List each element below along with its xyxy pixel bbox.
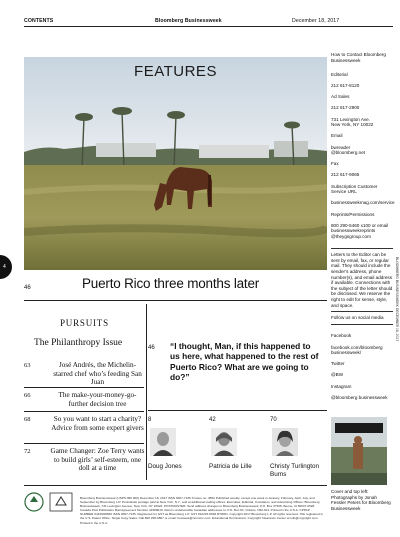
email-value[interactable]: bwreader @bloomberg.net [331,144,366,156]
portrait-icon [211,428,237,456]
lead-rule [24,300,327,301]
contact-title: How to Contact Bloomberg Businessweek [331,52,386,63]
person-page: 70 [270,417,277,423]
follow-heading: Follow us on social media [331,315,384,321]
instagram-label: Instagram [331,383,352,389]
lead-page-number: 46 [24,285,31,291]
cover-thumbnail[interactable] [331,417,387,485]
subscription-url[interactable]: businessweekmag.com/service [331,200,395,206]
hero-illustration [24,57,327,270]
person-photo[interactable] [272,428,298,456]
page-number-tab [0,255,12,279]
twitter-link[interactable]: @BW [331,372,344,378]
sidebar-divider [331,324,393,325]
people-rule [24,485,327,486]
pursuits-heading: PURSUITS [60,318,109,328]
person-page: 42 [209,417,216,423]
email-label: Email [331,133,343,139]
toc-text: José Andrés, the Michelin-starred chef who’s feeding San Juan [53,361,142,387]
fax-label: Fax [331,161,339,167]
facebook-link[interactable]: facebook.com/bloomberg businessweek/ [331,344,383,356]
cover-illustration [331,417,387,485]
instagram-link[interactable]: @bloomberg businessweek [331,394,388,400]
portrait-icon [272,428,298,456]
pull-quote[interactable]: “I thought, Man, if this happened to us here, what happened to the rest of Puerto Rico? What are we going to do?” [170,341,319,383]
column-divider [146,304,147,480]
ad-sales-phone: 212 617-2900 [331,105,360,111]
issue-theme: The Philanthropy Issue [34,338,123,348]
contact-sidebar [331,52,393,409]
person-page: 8 [148,417,152,423]
vertical-label: BLOOMBERG BUSINESSWEEK DECEMBER 18, 2017 [395,257,399,342]
person-photo[interactable] [211,428,237,456]
facebook-label: Facebook [331,333,352,339]
toc-text: Game Changer: Zoe Terry wants to build girls’ self-esteem, one doll at a time [50,447,145,473]
hero-photo[interactable] [24,57,327,270]
magazine-name: Bloomberg Businessweek [155,18,222,24]
letters-policy: Letters to the Editor can be sent by email, fax, or regular mail. They should include the sender’s address, phone number(s), and email address if available. Connections with the subject of the letter should be disclosed. We reserve the right to edit for sense, style, and space. [331,252,393,308]
toc-page: 66 [24,392,31,399]
subscription-label: Subscription Customer Service URL [331,183,378,195]
cover-caption: Cover and top left: Photographs by Jonah Fessler Peters for Bloomberg Businessweek [331,489,391,511]
editorial-label: Editorial [331,71,348,77]
reprints-value: 800 290-5460 x100 or email businessweekreprints @theygsgroup.com [331,222,389,239]
person-name: Doug Jones [148,463,182,470]
person-photo[interactable] [150,428,176,456]
portrait-icon [150,428,176,456]
vertical-text [392,257,399,460]
address: 731 Lexington Ave. New York, NY 10022 [331,116,374,128]
sidebar-divider [331,311,393,312]
toc-page: 63 [24,362,31,369]
toc-page: 72 [24,448,31,455]
publication-fine-print: Bloomberg Businessweek (USPS 080 900) December 18, 2017 ISSN 0007-7135 S Issue no. 4552 Published weekly, except one week in January, February, April, July, and September by Bloomberg L.P. Periodicals postage paid at New York, N.Y., and at additional mailing offices. Executive, Editorial, Circulation, and Advertising Offices: Bloomberg Businessweek, 731 Lexington Avenue, New York, NY 10022. POSTMASTER: Send address changes to Bloomberg Businessweek, P.O. Box 37528, Boone, IA 50037-0528. Canada Post Publication Mail Agreement Number 41989019. Return undeliverable Canadian addresses to: P.O. Box 81; Ontario, N9A 6J4. Printed in the U.S.A. CPPAP NUMBER 0414N68830 ISSN 0007-7135. Registered for GST as Bloomberg L.P. GST #12293 8038 RT0001. Copyright 2017 Bloomberg L.P. All rights reserved. Title registered in the U.S. Patent Office. Single Copy Sales: Call 800 298-9867 or email: busweek@nrmsinc.com. Educational Permissions: Copyright Clearance Center at info@copyright.com. Printed in the U.S.A. [80,496,324,525]
quote-page-number: 46 [148,345,155,351]
toc-text: The make-your-money-go-further decision tree [58,391,137,408]
toc-page: 68 [24,416,31,423]
certification-logos [24,490,76,519]
features-title: FEATURES [134,63,217,80]
reprints-label: Reprints/Permissions [331,211,375,217]
sidebar-divider [331,248,393,249]
person-name: Christy Turlington Burns [270,463,319,478]
issue-date: December 18, 2017 [292,18,340,24]
person-name: Patricia de Lille [209,463,252,470]
toc-text: So you want to start a charity? Advice from some expert givers [51,415,144,432]
editorial-phone: 212 617-8120 [331,82,360,88]
header-rule [24,26,393,27]
sfi-recycle-logos [24,490,76,514]
ad-sales-label: Ad Sales [331,94,350,100]
lead-headline[interactable]: Puerto Rico three months later [82,276,260,291]
page-number: 4 [3,264,6,270]
section-label: CONTENTS [24,18,54,24]
twitter-label: Twitter [331,361,345,367]
quote-rule [148,410,327,411]
fax-value: 212 617-9065 [331,172,360,178]
